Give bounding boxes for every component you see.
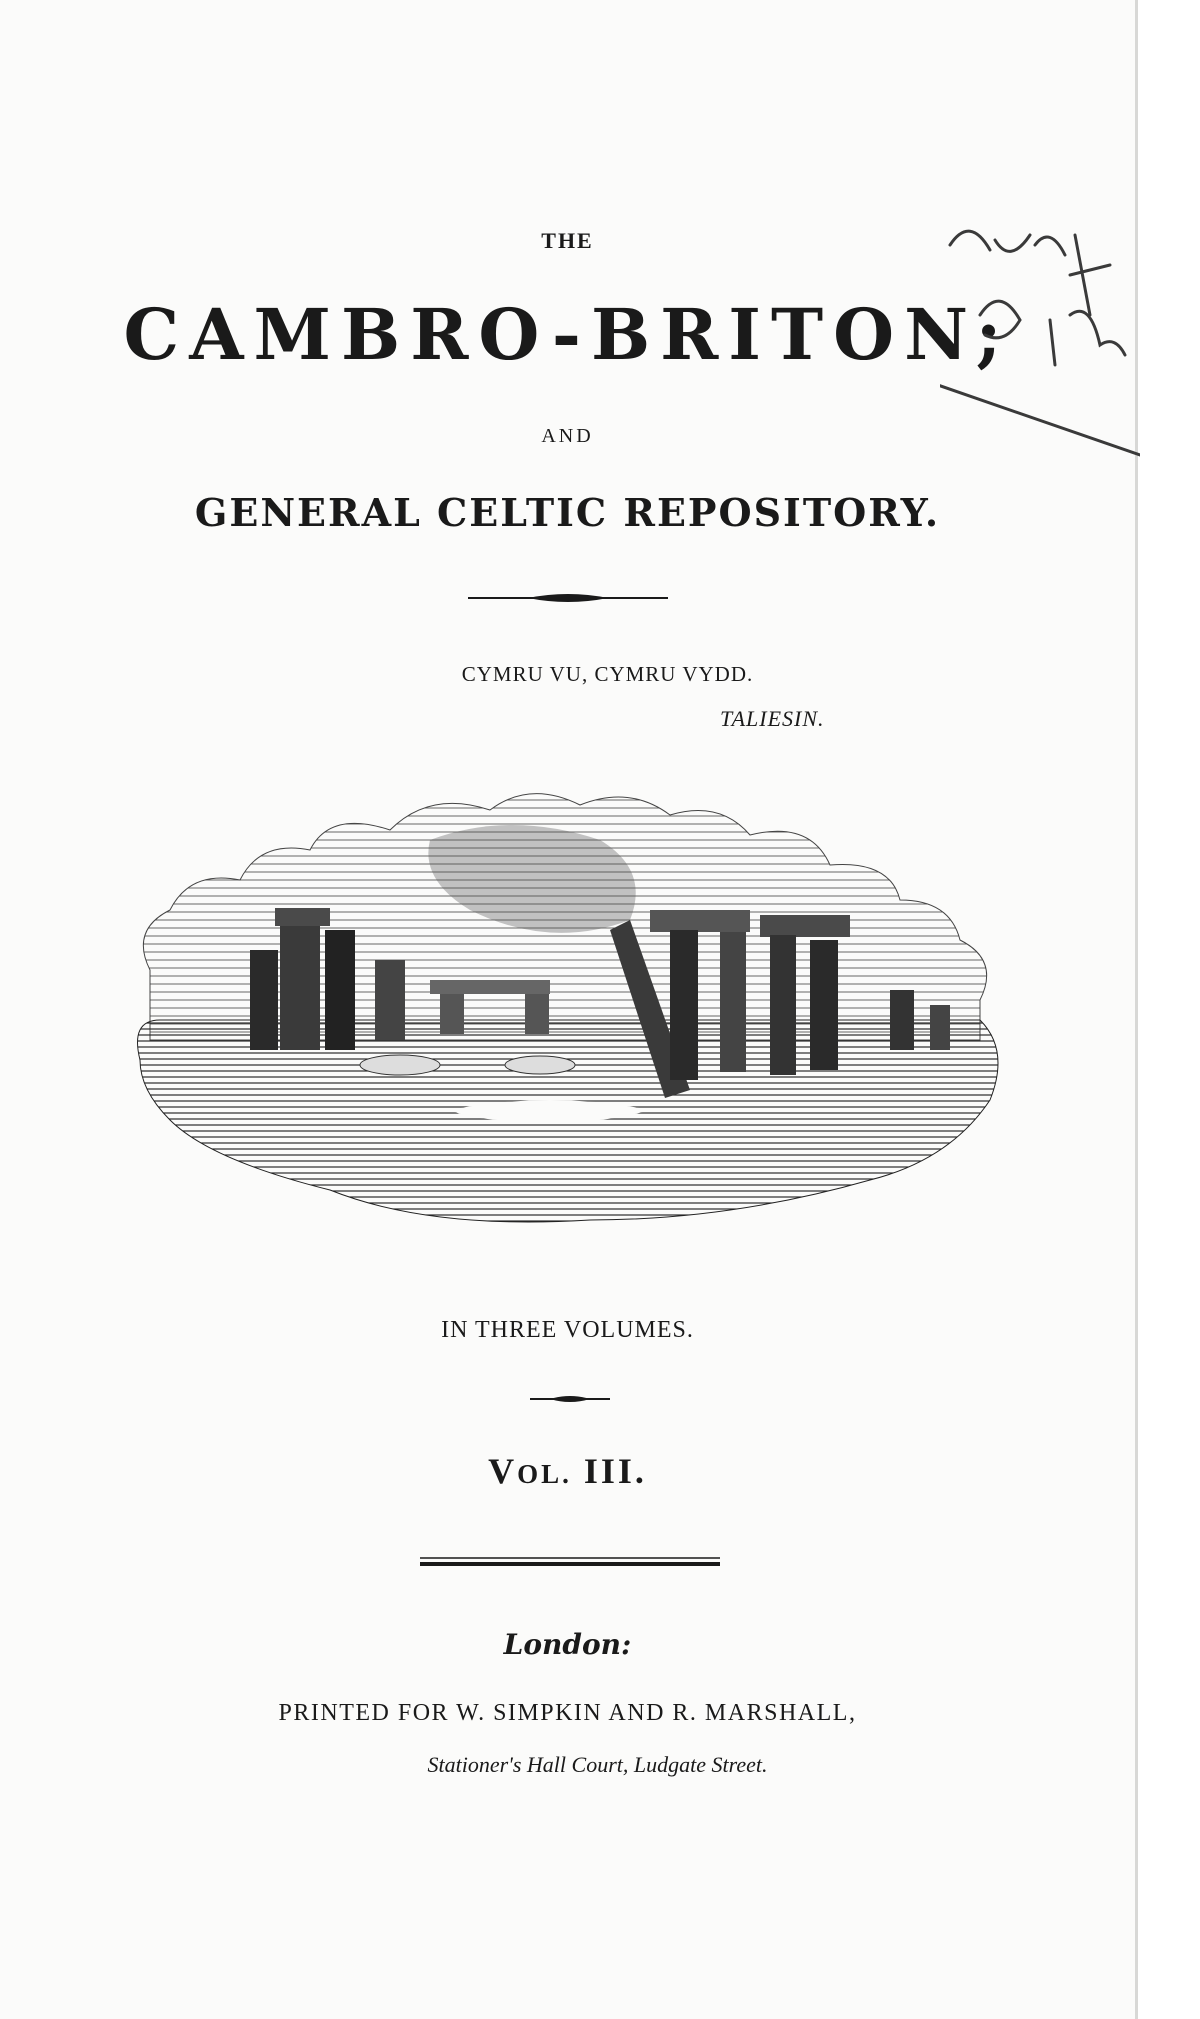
page-edge — [1135, 0, 1200, 2019]
printer-address: Stationer's Hall Court, Ludgate Street. — [427, 1752, 768, 1777]
title-and: AND — [541, 425, 594, 447]
volume-prefix-rest: OL. — [517, 1459, 572, 1489]
ornament-divider-middle — [530, 1393, 610, 1405]
volume-prefix-first: V — [488, 1451, 518, 1491]
handwritten-signature — [940, 205, 1140, 465]
ornament-divider-top — [468, 592, 668, 604]
main-title: CAMBRO-BRITON; — [123, 293, 1012, 376]
volumes-note: IN THREE VOLUMES. — [441, 1317, 694, 1343]
volume-roman: III. — [583, 1451, 647, 1491]
title-the: THE — [541, 228, 594, 253]
motto: CYMRU VU, CYMRU VYDD. — [461, 662, 754, 686]
motto-attribution: TALIESIN. — [720, 706, 825, 731]
subtitle: GENERAL CELTIC REPOSITORY. — [194, 490, 941, 535]
printer-line: PRINTED FOR W. SIMPKIN AND R. MARSHALL, — [278, 1700, 857, 1726]
volume-number — [0, 1450, 1135, 1492]
stonehenge-engraving — [130, 780, 1000, 1260]
double-rule — [420, 1555, 720, 1567]
imprint-city: London: — [503, 1628, 632, 1661]
